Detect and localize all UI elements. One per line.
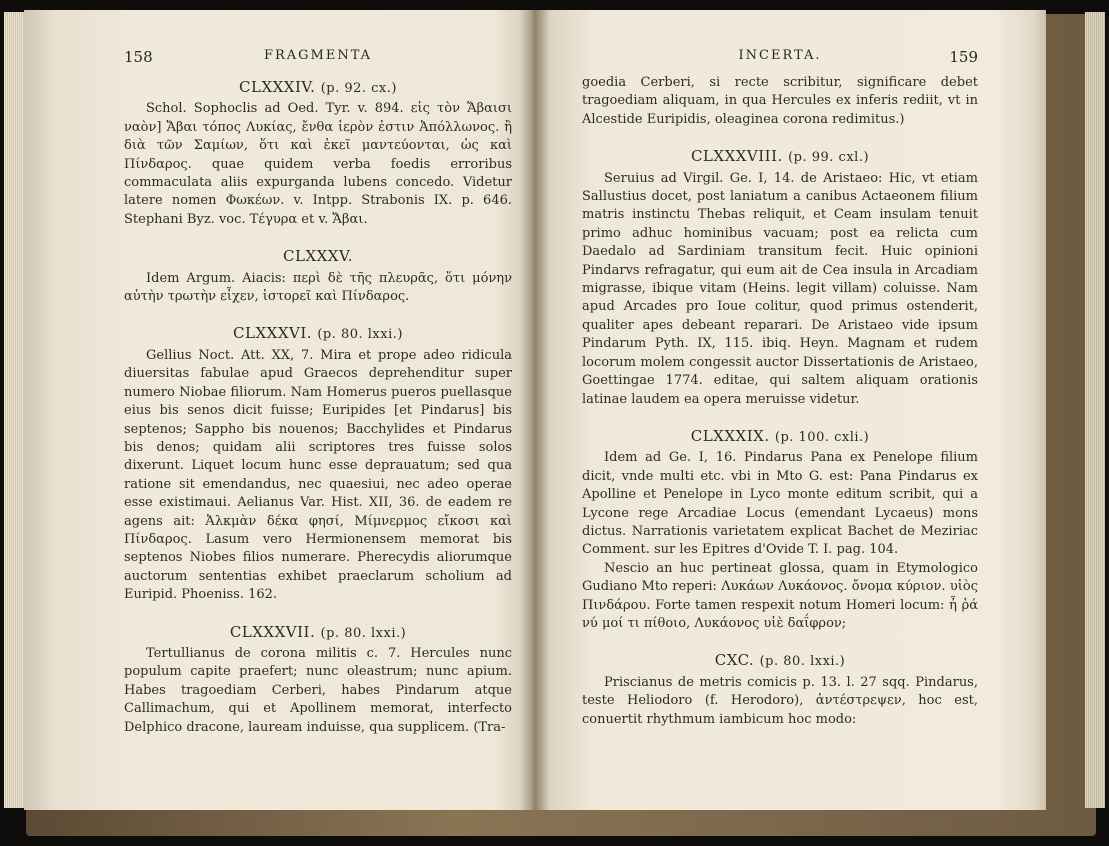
section-heading: [124, 78, 512, 98]
paragraph: Gellius Noct. Att. XX, 7. Mira et prope adeo ridicula diuersitas fabulae apud Graecos deprehenditur super numero Niobae filiorum. Nam Homerus pueros puellasque eius bis senos dicit fuisse; Euripides [et Pindarus] bis septenos; Sappho bis nouenos; Bacchylides et Pindarus bis denos; quidam alii scriptores tres fuisse solos dixerunt. Liquet locum hunc esse deprauatum; sed qua ratione sit emendandus, nec quaesiui, nec adeo operae esse existimaui. Aelianus Var. Hist. XII, 36. de eadem re agens ait: Ἀλκμὰν δέκα φησί, Μίμνερμος εἴκοσι καὶ Πίνδαρος. Lasum vero Hermionensem memorat bis septenos Niobes filios numerare. Pherecydis aliorumque auctorum sententias exhibet praeclarum scholium ad Euripid. Phoeniss. 162.: [124, 347, 512, 603]
section-number: CLXXXVIII.: [690, 147, 783, 166]
left-page-body: [124, 74, 512, 737]
section-number: CLXXXIV.: [239, 78, 316, 96]
book-gutter: [520, 10, 550, 810]
right-header: [582, 48, 978, 66]
section-number: CLXXXIX.: [690, 426, 770, 445]
section-heading: [124, 247, 512, 267]
paragraph: Seruius ad Virgil. Ge. I, 14. de Aristaeo: Hic, vt etiam Sallustius docet, post laniatum a canibus Actaeonem filium matris instinctu Thebas reliquit, et Ceam insulam tenuit primo adhuc hominibus vacuam; post ea relicta cum Daedalo ad Sardiniam transitum fecit. Huic opinioni Pindarvs refragatur, qui eum ait de Cea insula in Arcadiam migrasse, ibique vitam (Heins. legit villam) coluisse. Nam apud Arcades pro Ioue colitur, quod primus ostenderit, qualiter apes debeant reparari. De Aristaeo vide ipsum Pindarum Pyth. IX, 115. ibiq. Heyn. Magnam et rudem locorum molem congessit auctor Dissertationis de Aristaeo, Goettingae 1774. editae, qui saltem aliquam orationis latinae laudem ea opera meruisse videtur.: [582, 170, 978, 407]
left-header: [124, 48, 512, 66]
right-page-body: [582, 74, 978, 729]
paragraph: Nescio an huc pertineat glossa, quam in Etymologico Gudiano Mto reperi: Λυκάων Λυκάονος. ὄνομα κύριον. υἱὸς Πινδάρου. Forte tamen respexit notum Homeri locum: ἦ ῥά νύ μοί τι πίθοιο, Λυκάονος υἱὲ δαΐφρον;: [582, 560, 978, 631]
section-number: CLXXXVI.: [233, 324, 313, 343]
section-heading: [124, 324, 512, 344]
section-ref: (p. 80. lxxi.): [320, 625, 407, 641]
section-heading: [582, 147, 978, 167]
section-heading: [582, 427, 978, 447]
paragraph: Tertullianus de corona militis c. 7. Hercules nunc populum capite praefert; nunc oleastrum; nunc apium. Habes tragoediam Cerberi, habes Pindarum atque Callimachum, qui et Apollinem memorat, interfecto Delphico dracone, lauream induisse, qua supplicem. (Tra-: [124, 645, 512, 735]
left-running-head: FRAGMENTA: [263, 48, 373, 63]
section-heading: [124, 623, 512, 643]
section-ref: (p. 80. lxxi.): [759, 654, 846, 670]
paragraph: Priscianus de metris comicis p. 13. l. 27 sqq. Pindarus, teste Heliodoro (f. Herodoro), ἀντέστρεψεν, hoc est, conuertit rhythmum iambicum hoc modo:: [582, 674, 978, 727]
left-page: [24, 10, 538, 810]
section-ref: (p. 80. lxxi.): [317, 327, 403, 343]
right-running-head: INCERTA.: [738, 48, 822, 63]
right-page: [534, 10, 1046, 810]
paragraph: Schol. Sophoclis ad Oed. Tyr. v. 894. εἰς τὸν Ἄβαισι ναὸν] Ἄβαι τόπος Λυκίας, ἔνθα ἱερὸν ἐστιν Ἀπόλλωνος. ἢ διὰ τῶν Σαμίων, ὅτι καὶ ἐκεῖ μαντεύονται, ὡς καὶ Πίνδαρος. quae quidem verba foedis erroribus commaculata aliis expurganda lubens concedo. Videtur latere nomen Φωκέων. v. Intpp. Strabonis IX. p. 646. Stephani Byz. voc. Τέγυρα et v. Ἄβαι.: [124, 101, 512, 227]
left-page-number: 158: [124, 48, 153, 66]
section-number: CLXXXV.: [283, 247, 353, 266]
section-ref: (p. 99. cxl.): [788, 150, 870, 166]
section-ref: (p. 100. cxli.): [774, 429, 870, 445]
page-edges-left: [4, 12, 26, 808]
paragraph: Idem ad Ge. I, 16. Pindarus Pana ex Penelope filium dicit, vnde multi etc. vbi in Mto G. est: Pana Pindarus ex Apolline et Penelope in Lyco monte editum scribit, qui a Lycone rege Arcadiae Locus (emendant Lycaeus) mons dictus. Narrationis varietatem explicat Bachet de Meziriac Comment. sur les Epitres d'Ovide T. I. pag. 104.: [582, 450, 978, 558]
page-edges-right: [1085, 12, 1105, 808]
section-number: CXC.: [714, 651, 755, 670]
paragraph: Idem Argum. Aiacis: περὶ δὲ τῆς πλευρᾶς, ὅτι μόνην αὐτὴν τρωτὴν εἶχεν, ἱστορεῖ καὶ Πίνδαρος.: [124, 270, 512, 305]
section-number: CLXXXVII.: [229, 622, 316, 641]
right-page-number: 159: [949, 48, 978, 66]
paragraph: goedia Cerberi, si recte scribitur, significare debet tragoediam aliquam, in qua Hercules ex inferis rediit, vt in Alcestide Euripidis, oleaginea corona redimitus.): [582, 75, 978, 127]
section-heading: [582, 651, 978, 671]
section-ref: (p. 92. cx.): [320, 81, 397, 96]
